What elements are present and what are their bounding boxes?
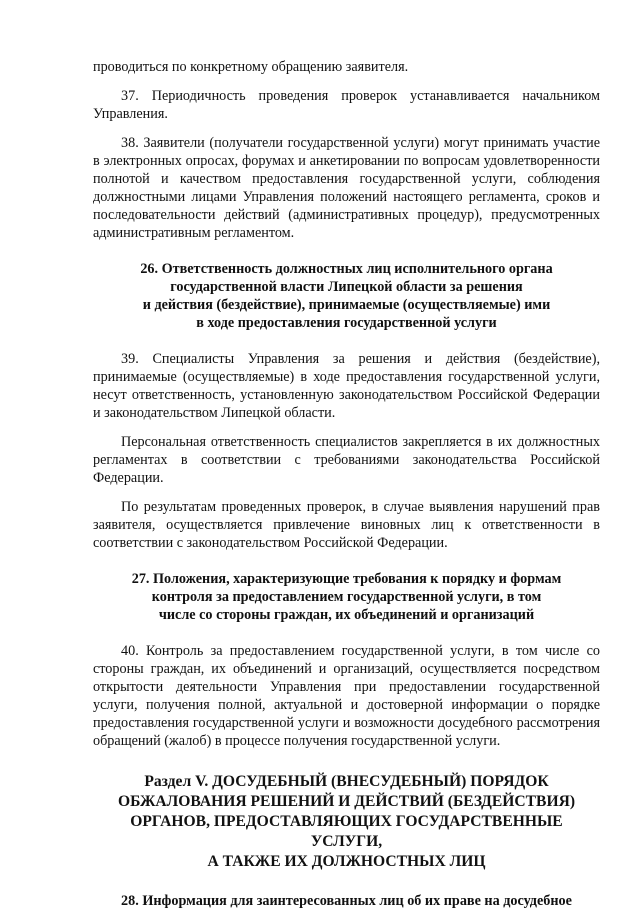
- paragraph-continuation: проводиться по конкретному обращению заявителя.: [93, 59, 409, 75]
- section-27-heading: [93, 570, 600, 624]
- section-28-heading: 28. Информация для заинтересованных лиц об их праве на досудебное: [121, 893, 572, 909]
- heading-line: контроля за предоставлением государственной услуги, в том: [151, 589, 542, 605]
- heading-line: в ходе предоставления государственной услуги: [196, 315, 497, 331]
- heading-line: ОРГАНОВ, ПРЕДОСТАВЛЯЮЩИХ ГОСУДАРСТВЕННЫЕ УСЛУГИ,: [130, 813, 563, 850]
- paragraph-inspection-results: По результатам проведенных проверок, в случае выявления нарушений прав заявителя, осуществляется привлечение виновных лиц к ответственности в соответствии с законодательством Российской Федерации.: [93, 499, 600, 551]
- paragraph-personal-responsibility: Персональная ответственность специалистов закрепляется в их должностных регламентах в соответствии с требованиями законодательства Российской Федерации.: [93, 434, 600, 486]
- paragraph-38: 38. Заявители (получатели государственной услуги) могут принимать участие в электронных опросах, форумах и анкетировании по вопросам удовлетворенности полнотой и качеством предоставления государственной услуги, соблюдения должностными лицами Управления положений настоящего регламента, сроков и последовательности действий (административных процедур), предусмотренных административным регламентом.: [93, 135, 600, 241]
- heading-line: А ТАКЖЕ ИХ ДОЛЖНОСТНЫХ ЛИЦ: [207, 853, 486, 870]
- paragraph-40: 40. Контроль за предоставлением государственной услуги, в том числе со стороны граждан, их объединений и организаций, осуществляется посредством открытости деятельности Управления при предоставлении государственной услуги, получения полной, актуальной и достоверной информации о порядке предоставления государственной услуги и возможности досудебного рассмотрения обращений (жалоб) в процессе получения государственной услуги.: [93, 643, 600, 749]
- paragraph-39: 39. Специалисты Управления за решения и действия (бездействие), принимаемые (осуществляемые) в ходе предоставления государственной услуги, несут ответственность, установленную законодательством Российской Федерации и законодательством Липецкой области.: [93, 351, 600, 421]
- heading-line: числе со стороны граждан, их объединений и организаций: [158, 607, 535, 623]
- section-v-heading: [93, 772, 600, 872]
- paragraph-37: 37. Периодичность проведения проверок устанавливается начальником Управления.: [93, 88, 600, 122]
- heading-line: ОБЖАЛОВАНИЯ РЕШЕНИЙ И ДЕЙСТВИЙ (БЕЗДЕЙСТВИЯ): [117, 793, 576, 810]
- heading-line: 27. Положения, характеризующие требования к порядку и формам: [131, 571, 562, 587]
- section-26-heading: [93, 260, 600, 332]
- heading-line: государственной власти Липецкой области за решения: [170, 279, 523, 295]
- heading-line: и действия (бездействие), принимаемые (осуществляемые) ими: [142, 297, 551, 313]
- heading-line: Раздел V. ДОСУДЕБНЫЙ (ВНЕСУДЕБНЫЙ) ПОРЯДОК: [144, 773, 549, 790]
- heading-line: 26. Ответственность должностных лиц исполнительного органа: [140, 261, 553, 277]
